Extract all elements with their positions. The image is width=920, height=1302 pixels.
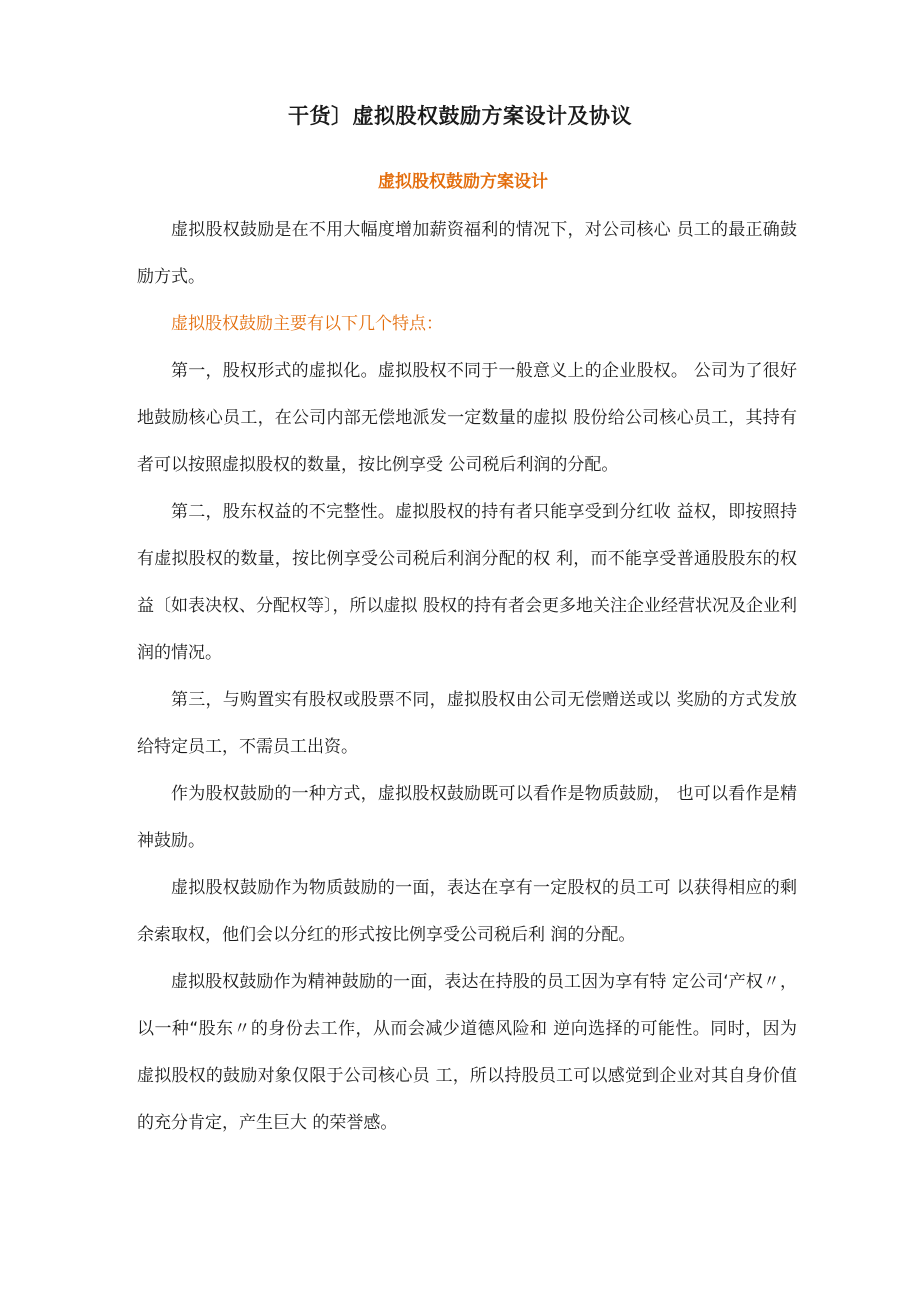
paragraph-intro: 虚拟股权鼓励是在不用大幅度增加薪资福利的情况下，对公司核心 员工的最正确鼓励方式。 — [137, 220, 797, 287]
section-title: 虚拟股权鼓励方案设计 — [378, 172, 548, 192]
document-title: 干货〕虚拟股权鼓励方案设计及协议 — [288, 104, 632, 128]
paragraph-first-feature: 第一，股权形式的虚拟化。虚拟股权不同于一般意义上的企业股权。 公司为了很好地鼓励核心员工，在公司内部无偿地派发一定数量的虚拟 股份给公司核心员工，其持有者可以按照虚拟股权的数量，按比例享受 公司税后利润的分配。 — [137, 361, 797, 475]
paragraph-second-feature: 第二，股东权益的不完整性。虚拟股权的持有者只能享受到分红收 益权，即按照持有虚拟股权的数量，按比例享受公司税后利润分配的权 利，而不能享受普通股股东的权益〔如表决权、分配权等〕，所以虚拟 股权的持有者会更多地关注企业经营状况及企业利润的情况。 — [137, 502, 797, 663]
paragraph-third-feature: 第三，与购置实有股权或股票不同，虚拟股权由公司无偿赠送或以 奖励的方式发放给特定员工，不需员工出资。 — [137, 690, 797, 757]
paragraph-material-incentive: 虚拟股权鼓励作为物质鼓励的一面，表达在享有一定股权的员工可 以获得相应的剩余索取权，他们会以分红的形式按比例享受公司税后利 润的分配。 — [137, 878, 797, 945]
paragraph-incentive-types: 作为股权鼓励的一种方式，虚拟股权鼓励既可以看作是物质鼓励， 也可以看作是精神鼓励。 — [137, 784, 797, 851]
document-body — [137, 207, 797, 1147]
paragraph-features-heading: 虚拟股权鼓励主要有以下几个特点： — [171, 314, 443, 334]
paragraph-spiritual-incentive: 虚拟股权鼓励作为精神鼓励的一面，表达在持股的员工因为享有特 定公司‘产权〃，以一种“股东〃的身份去工作，从而会减少道德风险和 逆向选择的可能性。同时，因为虚拟股权的鼓励对象仅限于公司核心员 工，所以持股员工可以感觉到企业对其自身价值的充分肯定，产生巨大 的荣誉感。 — [137, 972, 797, 1133]
